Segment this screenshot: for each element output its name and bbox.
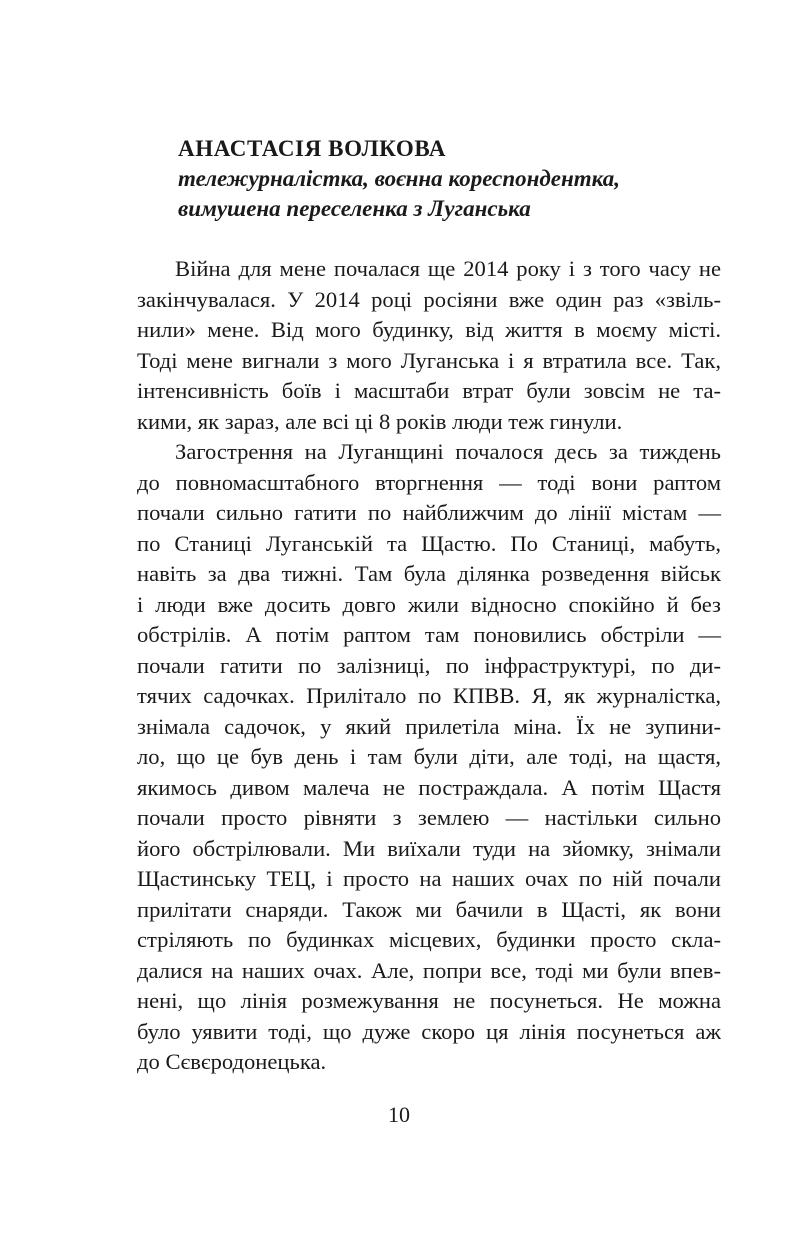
text-line: і люди вже досить довго жили відносно спокійно й без <box>137 591 721 617</box>
text-line: Загострення на Луганщині почалося десь за тиждень <box>175 439 721 464</box>
page-number: 10 <box>388 1102 410 1127</box>
text-line: почали сильно гатити по найближчим до лінії містам — <box>137 500 721 525</box>
text-line: тячих садочках. Прилітало по КПВВ. Я, як журналістка, <box>137 683 721 708</box>
text-line: прилітати снаряди. Також ми бачили в Щасті, як вони <box>137 896 721 922</box>
body-text <box>137 254 721 1078</box>
text-line: Тоді мене вигнали з мого Луганська і я втратила все. Так, <box>137 347 721 373</box>
text-line: Війна для мене почалася ще 2014 року і з того часу не <box>175 256 721 281</box>
text-line: по Станиці Луганській та Щастю. По Станиці, мабуть, <box>137 530 721 556</box>
text-line: закінчувалася. У 2014 році росіяни вже один раз «звіль- <box>137 286 721 312</box>
text-line: нили» мене. Від мого будинку, від життя в моєму місті. <box>137 317 721 342</box>
paragraph <box>137 437 721 1078</box>
author-role-line-2: вимушена переселенка з Луганська <box>178 196 531 221</box>
text-line: інтенсивність боїв і масштаби втрат були зовсім не та- <box>137 378 721 403</box>
text-line: почали гатити по залізниці, по інфраструктурі, по ди- <box>137 652 721 678</box>
text-line: якимось дивом малеча не постраждала. А потім Щастя <box>137 774 721 800</box>
text-line: до повномасштабного вторгнення — тоді вони раптом <box>137 469 721 495</box>
author-role-line-1: тележурналістка, воєнна кореспондентка, <box>178 166 620 191</box>
text-line: нені, що лінія розмежування не посунеться. Не можна <box>137 988 721 1013</box>
text-line: кими, як зараз, але всі ці 8 років люди теж гинули. <box>137 408 623 434</box>
paragraph <box>137 254 721 437</box>
text-line: стріляють по будинках місцевих, будинки просто скла- <box>137 927 721 952</box>
author-name: АНАСТАСІЯ ВОЛКОВА <box>178 136 447 161</box>
text-line: Щастинську ТЕЦ, і просто на наших очах по ній почали <box>137 866 721 891</box>
text-line: навіть за два тижні. Там була ділянка розведення військ <box>137 561 721 586</box>
text-line: його обстрілювали. Ми виїхали туди на зйомку, знімали <box>137 835 721 861</box>
text-line: обстрілів. А потім раптом там поновились обстріли — <box>137 622 721 647</box>
text-line: далися на наших очах. Але, попри все, тоді ми були впев- <box>137 957 721 983</box>
text-line: знімала садочок, у який прилетіла міна. Їх не зупини- <box>137 713 721 739</box>
text-line: було уявити тоді, що дуже скоро ця лінія посунеться аж <box>137 1018 721 1044</box>
author-header <box>178 134 648 224</box>
text-line: почали просто рівняти з землею — настільки сильно <box>137 805 721 830</box>
text-line: ло, що це був день і там були діти, але тоді, на щастя, <box>137 744 721 769</box>
text-line: до Сєвєродонецька. <box>137 1049 327 1074</box>
